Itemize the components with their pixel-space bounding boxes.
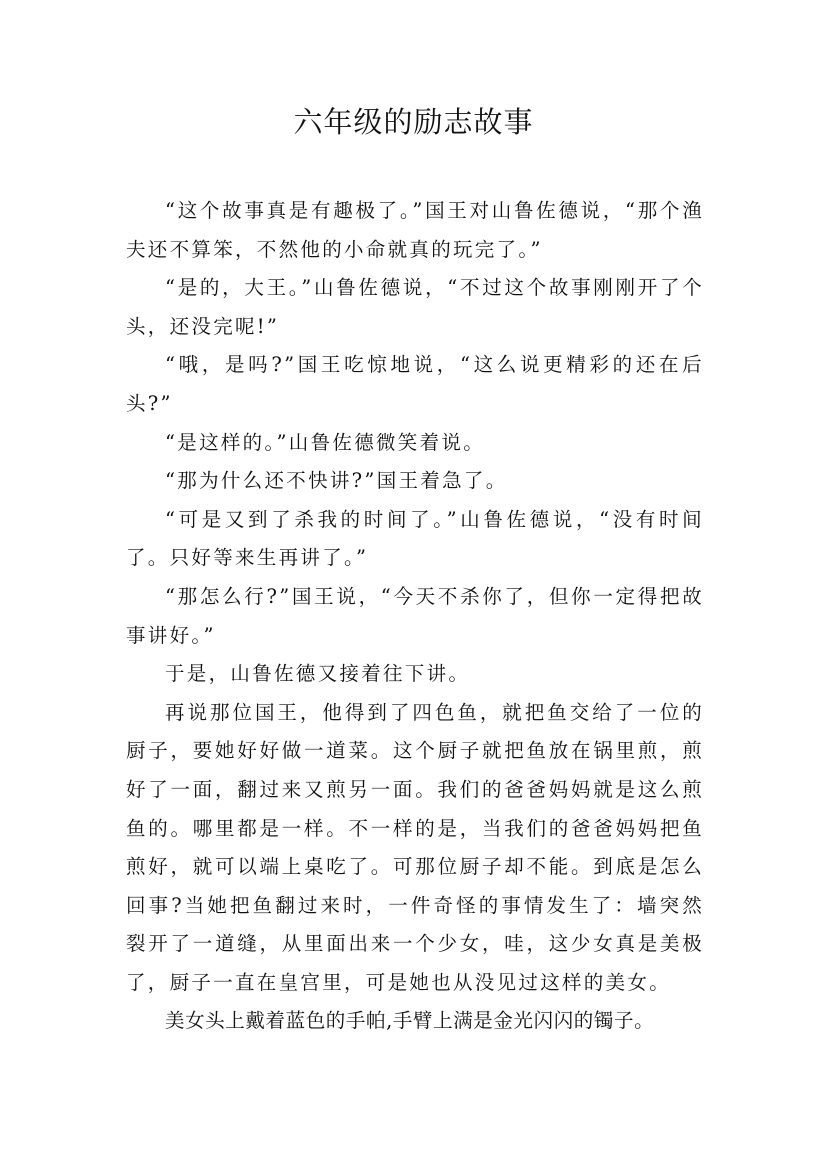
paragraph: 于是，山鲁佐德又接着往下讲。: [165, 662, 471, 686]
paragraph: “哦，是吗?”国王吃惊地说，“这么说更精彩的还在后头?”: [126, 353, 704, 415]
paragraph: “那为什么还不快讲?”国王着急了。: [165, 469, 508, 493]
paragraph: “可是又到了杀我的时间了。”山鲁佐德说，“没有时间了。只好等来生再讲了。”: [126, 507, 704, 570]
paragraph: 再说那位国王，他得到了四色鱼，就把鱼交给了一位的厨子，要她好好做一道菜。这个厨子就把鱼放在锅里煎，煎好了一面，翻过来又煎另一面。我们的爸爸妈妈就是这么煎鱼的。哪里都是一样。不一样的是，当我们的爸爸妈妈把鱼煎好，就可以端上桌吃了。可那位厨子却不能。到底是怎么回事?当她把鱼翻过来时，一件奇怪的事情发生了：墙突然裂开了一道缝，从里面出来一个少女，哇，这少女真是美极了，厨子一直在皇宫里，可是她也从没见过这样的美女。: [126, 700, 704, 994]
paragraph: 美女头上戴着蓝色的手帕,手臂上满是金光闪闪的镯子。: [165, 1009, 655, 1033]
paragraph: “是的，大王。”山鲁佐德说，“不过这个故事刚刚开了个头，还没完呢!”: [126, 276, 704, 338]
document-body: [126, 192, 704, 1041]
paragraph: “那怎么行?”国王说，“今天不杀你了，但你一定得把故事讲好。”: [126, 584, 704, 647]
document-title: 六年级的励志故事: [293, 105, 534, 139]
paragraph: “这个故事真是有趣极了。”国王对山鲁佐德说，“那个渔夫还不算笨，不然他的小命就真的玩完了。”: [126, 199, 704, 261]
paragraph: “是这样的。”山鲁佐德微笑着说。: [165, 430, 485, 454]
